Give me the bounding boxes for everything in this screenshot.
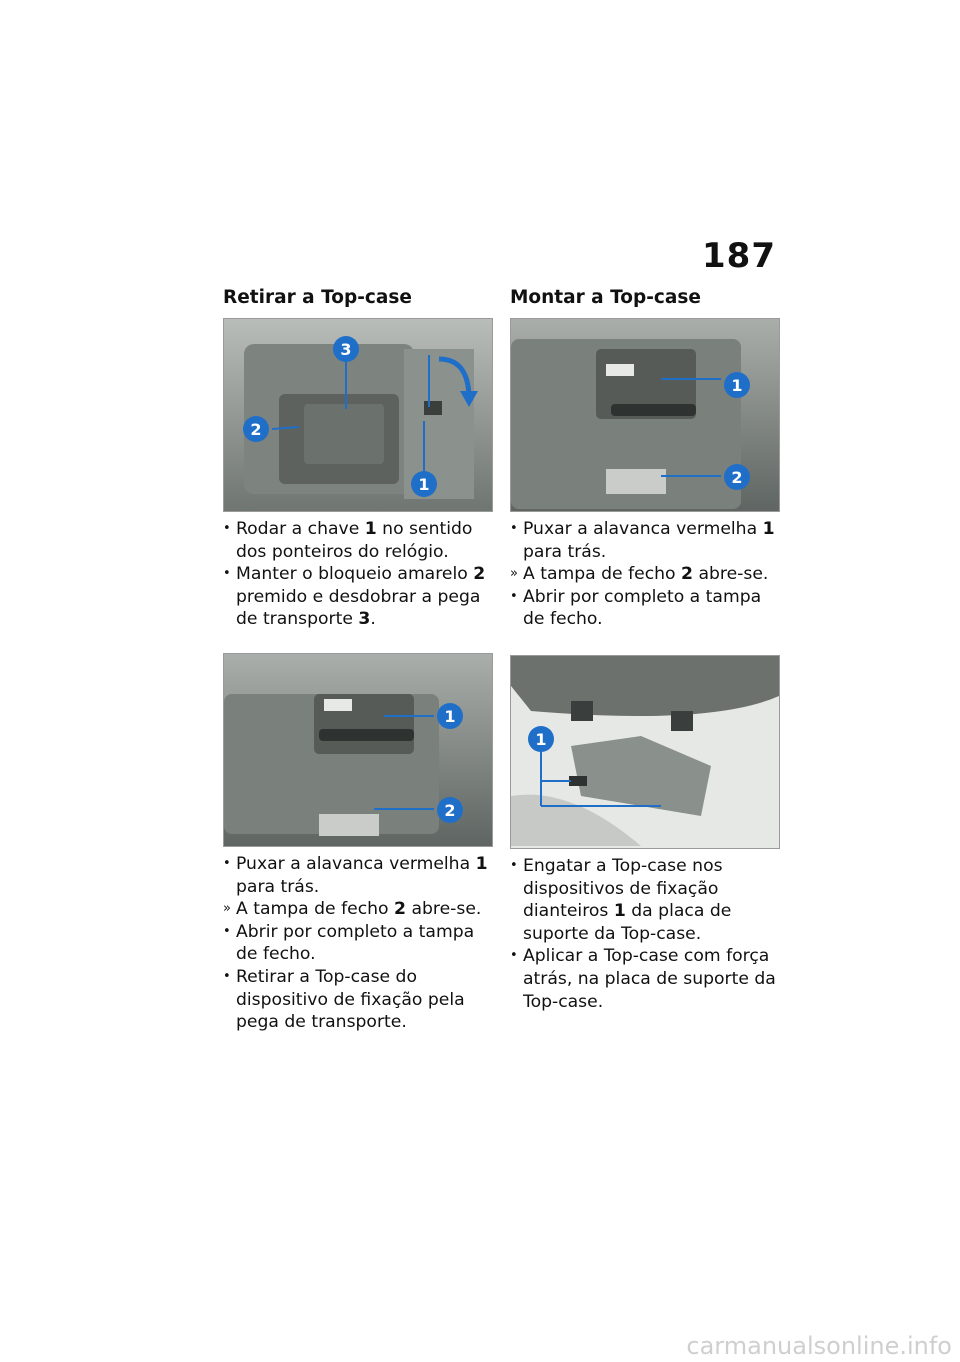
- section-title-remove: Retirar a Top-case: [223, 287, 412, 308]
- callout-1: 1: [535, 729, 547, 749]
- list-item: • Engatar a Top-case nos dispositivos de fixação dianteiros 1 da placa de suporte da Top-case.: [510, 855, 732, 944]
- list-item: • Abrir por completo a tampa de fecho.: [510, 586, 762, 630]
- topcase-handle-illustration: [224, 319, 492, 511]
- steps-remove-part1: [223, 518, 493, 631]
- figure-unlock-topcase: [223, 318, 493, 512]
- list-item: » A tampa de fecho 2 abre-se.: [223, 899, 482, 920]
- topcase-lever-illustration: [224, 654, 492, 846]
- topcase-mount-illustration: [511, 656, 779, 848]
- list-item: » A tampa de fecho 2 abre-se.: [510, 564, 769, 585]
- steps-mount-part2: [510, 855, 780, 1013]
- callout-3: 3: [340, 340, 352, 359]
- list-item: • Retirar a Top-case do dispositivo de fixação pela pega de transporte.: [223, 966, 465, 1033]
- callout-2: 2: [250, 420, 262, 439]
- watermark-footer: carmanualsonline.info: [686, 1332, 952, 1360]
- topcase-lever-illustration: [511, 319, 779, 511]
- callout-1: 1: [418, 475, 430, 494]
- list-item: • Aplicar a Top-case com força atrás, na placa de suporte da Top-case.: [510, 946, 776, 1012]
- list-item: • Abrir por completo a tampa de fecho.: [223, 921, 475, 965]
- callout-1: 1: [731, 376, 743, 395]
- right-column: [510, 288, 780, 1013]
- page-number: 187: [702, 236, 776, 276]
- callout-1: 1: [444, 706, 456, 726]
- callout-2: 2: [444, 800, 456, 820]
- steps-mount-part1: [510, 518, 780, 631]
- figure-attach-topcase: [510, 655, 780, 849]
- list-item: • Rodar a chave 1 no sentido dos ponteiros do relógio.: [223, 519, 473, 562]
- list-item: • Puxar a alavanca vermelha 1 para trás.: [223, 853, 488, 897]
- list-item: • Puxar a alavanca vermelha 1 para trás.: [510, 519, 775, 562]
- callout-2: 2: [731, 468, 743, 487]
- figure-open-lid-left: [223, 653, 493, 847]
- left-column: [223, 288, 493, 1034]
- section-title-mount: Montar a Top-case: [510, 287, 701, 308]
- figure-open-lid-right: [510, 318, 780, 512]
- steps-remove-part2: [223, 853, 493, 1034]
- list-item: • Manter o bloqueio amarelo 2 premido e desdobrar a pega de transporte 3.: [223, 564, 486, 630]
